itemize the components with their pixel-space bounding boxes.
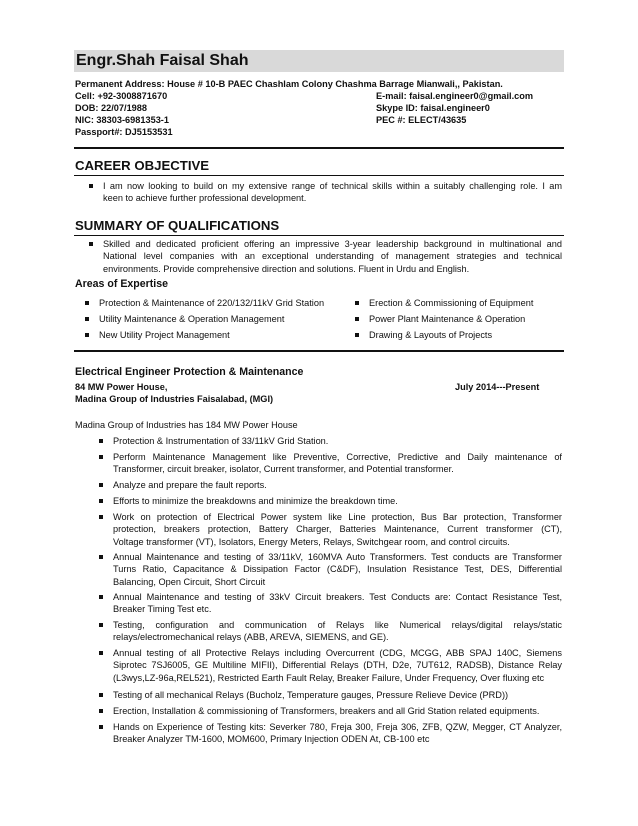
duty-text-line: Work on protection of Electrical Power system like Line protection, Bus Bar protection, Transformer (113, 512, 562, 522)
career-objective-title: CAREER OBJECTIVE (75, 158, 210, 173)
duty-item (113, 705, 562, 717)
duty-text-line: Breaker Timing Test etc. (113, 604, 212, 615)
duty-text-line: Turns Ratio, Capacitance & Dissipation Factor (C&DF), Insulation Resistance Test, DES, Differential (113, 564, 562, 575)
header-divider (74, 147, 564, 149)
duty-item (113, 647, 562, 684)
cell-number: Cell: +92-3008871670 (75, 91, 168, 101)
bullet-icon (99, 555, 103, 559)
date-of-birth: DOB: 22/07/1988 (75, 103, 148, 113)
duty-text-line: Efforts to minimize the breakdowns and minimize the breakdown time. (113, 496, 398, 506)
summary-text: Skilled and dedicated proficient offering an impressive 3-year leadership background in multinational and National level companies with an exceptional understanding of management strategies and technical environments. Provide comprehensive direction and solutions. Fluent in Urdu and English. (103, 238, 562, 275)
bullet-icon (89, 242, 93, 246)
duty-item (113, 721, 562, 746)
summary-underline (74, 235, 564, 236)
duty-item (113, 511, 562, 548)
expertise-item: Utility Maintenance & Operation Management (99, 313, 284, 325)
email: E-mail: faisal.engineer0@gmail.com (376, 91, 534, 101)
duty-text-line: (L3wys,LZ-96a,REL521), Restricted Earth Fault Relay, Breaker Failure, Under Frequency, Over fluxing etc (113, 672, 545, 683)
duty-text-line: relays/electromechanical relays (ABB, AREVA, SIEMENS, and GE). (113, 632, 389, 643)
expertise-item: New Utility Project Management (99, 329, 230, 341)
career-objective-text: I am now looking to build on my extensive range of technical skills within a suitably challenging role. I am keen to achieve further professional development. (103, 180, 562, 205)
career-objective-underline (74, 175, 564, 176)
duty-text-line: protection, breakers protection, Battery Charger, Batteries Maintenance, Current transformer (CT), (113, 524, 562, 535)
bullet-icon (99, 651, 103, 655)
bullet-icon (99, 693, 103, 697)
summary-title: SUMMARY OF QUALIFICATIONS (75, 218, 280, 233)
bullet-icon (99, 455, 103, 459)
duty-item (113, 495, 562, 507)
job-company: Madina Group of Industries Faisalabad, (MGI) (75, 394, 274, 404)
duty-text-line: Analyze and prepare the fault reports. (113, 480, 267, 490)
candidate-name: Engr.Shah Faisal Shah (74, 50, 564, 72)
expertise-divider (74, 350, 564, 352)
bullet-icon (89, 184, 93, 188)
duty-item (113, 619, 562, 644)
duty-text-line: Testing, configuration and communication of Relays like Numerical relays/digital relays/static (113, 620, 562, 630)
bullet-icon (99, 623, 103, 627)
duty-text-line: Balancing, Open Circuit, Short Circuit (113, 576, 266, 587)
duty-text-line: Breaker Analyzer TM-1600, MOM600, Primary Injection ODEN At, CB-100 etc (113, 734, 430, 745)
expertise-item: Power Plant Maintenance & Operation (369, 313, 525, 325)
duty-item (113, 551, 562, 588)
bullet-icon (99, 499, 103, 503)
nic-number: NIC: 38303-6981353-1 (75, 115, 169, 125)
expertise-item: Erection & Commissioning of Equipment (369, 297, 533, 309)
expertise-item: Protection & Maintenance of 220/132/11kV Grid Station (99, 297, 324, 309)
duty-text-line: Perform Maintenance Management like Preventive, Corrective, Predictive and Daily maintenance of (113, 452, 562, 462)
bullet-icon (99, 439, 103, 443)
expertise-title: Areas of Expertise (75, 278, 169, 290)
bullet-icon (85, 301, 89, 305)
bullet-icon (99, 709, 103, 713)
bullet-icon (99, 725, 103, 729)
bullet-icon (355, 317, 359, 321)
duty-item (113, 591, 562, 616)
pec-number: PEC #: ELECT/43635 (376, 115, 467, 125)
bullet-icon (355, 301, 359, 305)
job-location: 84 MW Power House, (75, 382, 168, 392)
duty-text-line: Voltage transformer (VT), Isolators, Energy Meters, Relays, Switchgear room, and control circuits. (113, 536, 510, 547)
bullet-icon (99, 515, 103, 519)
duty-text-line: Annual Maintenance and testing of 33kV Circuit breakers. Test Conducts are: Contact Resistance Test, (113, 592, 562, 602)
duty-item (113, 689, 562, 701)
bullet-icon (85, 317, 89, 321)
job-title: Electrical Engineer Protection & Maintenance (75, 366, 304, 378)
duty-text-line: Transformer, circuit breaker, isolator, Current transformer, and Potential transformer. (113, 464, 454, 475)
job-dates: July 2014---Present (455, 382, 540, 392)
passport-number: Passport#: DJ5153531 (75, 127, 173, 137)
bullet-icon (99, 595, 103, 599)
duty-text-line: Testing of all mechanical Relays (Bucholz, Temperature gauges, Pressure Relieve Device (PRD)) (113, 690, 509, 700)
bullet-icon (85, 333, 89, 337)
expertise-item: Drawing & Layouts of Projects (369, 329, 492, 341)
job-intro: Madina Group of Industries has 184 MW Power House (75, 420, 298, 430)
duty-item (113, 435, 562, 447)
bullet-icon (99, 483, 103, 487)
duty-item (113, 479, 562, 491)
address: Permanent Address: House # 10-B PAEC Chashlam Colony Chashma Barrage Mianwali,, Pakistan. (75, 79, 503, 89)
duty-text-line: Hands on Experience of Testing kits: Severker 780, Freja 300, Freja 306, ZFB, QZW, Megger, CT Analyzer, (113, 722, 562, 732)
duty-text-line: Erection, Installation & commissioning of Transformers, breakers and all Grid Station related equipments. (113, 706, 540, 716)
duty-text-line: Siprotec 7SJ6005, GE Multiline MIFII), Differential Relays (DTH, D2e, 7UT612, RADSB), Distance Relay (113, 660, 562, 671)
duty-text-line: Annual Maintenance and testing of 33/11kV, 160MVA Auto Transformers. Test conducts are Transformer (113, 552, 562, 562)
duty-text-line: Protection & Instrumentation of 33/11kV Grid Station. (113, 436, 329, 446)
bullet-icon (355, 333, 359, 337)
duty-text-line: Annual testing of all Protective Relays including Overcurrent (CDG, MCGG, ABB SPAJ 140C, Siemens (113, 648, 562, 658)
skype-id: Skype ID: faisal.engineer0 (376, 103, 490, 113)
duty-item (113, 451, 562, 476)
